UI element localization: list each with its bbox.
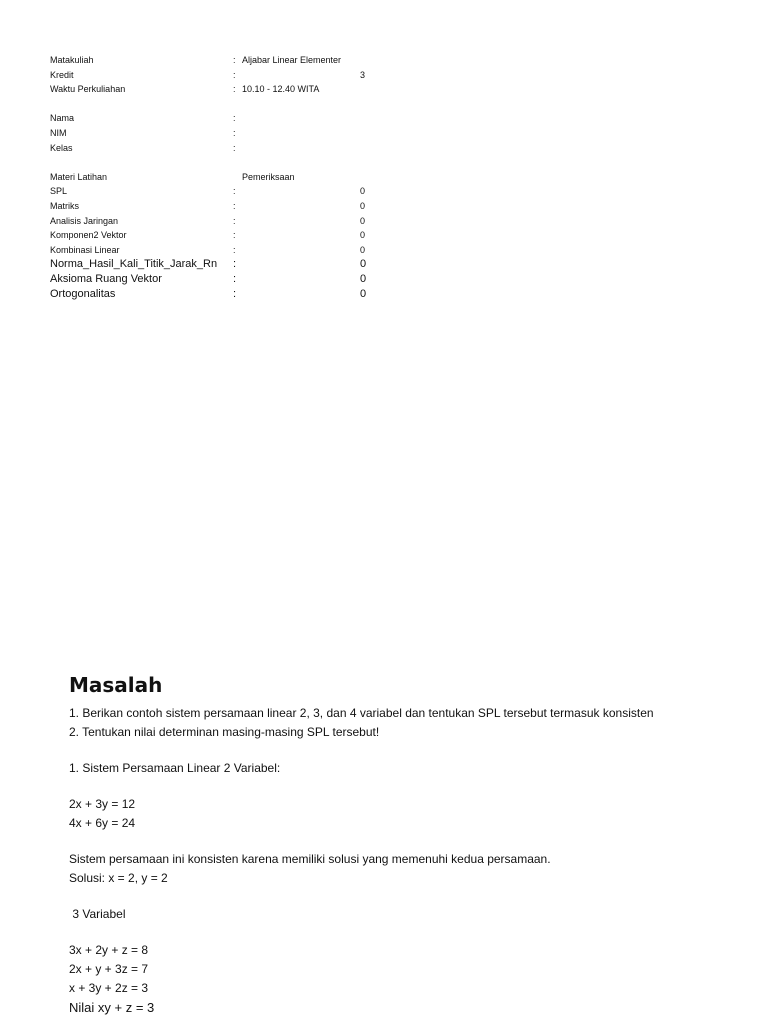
materi-header-row — [50, 170, 380, 185]
materi-row — [50, 199, 380, 214]
materi-row — [50, 228, 380, 243]
kredit-value: 3 — [360, 69, 366, 80]
materi-row — [50, 243, 380, 258]
colon: : — [233, 244, 236, 255]
equation: 3x + 2y + z = 8 — [69, 943, 149, 957]
pemeriksaan-header: Pemeriksaan — [242, 171, 295, 182]
colon: : — [233, 127, 236, 138]
materi-score: 0 — [360, 244, 366, 255]
materi-label: SPL — [50, 186, 68, 197]
info-row-kredit — [50, 68, 380, 83]
colon: : — [233, 55, 236, 65]
materi-score: 0 — [360, 287, 367, 300]
info-row-nim — [50, 126, 380, 141]
colon: : — [233, 200, 236, 211]
nim-label: NIM — [50, 127, 67, 138]
section-title: Masalah — [69, 673, 163, 697]
colon: : — [233, 215, 236, 226]
materi-label: Matriks — [50, 200, 79, 211]
materi-row — [50, 287, 380, 302]
colon: : — [233, 186, 236, 197]
equation: x + 3y + 2z = 3 — [69, 981, 149, 995]
subheading-3-variabel: 3 Variabel — [69, 907, 126, 921]
question-1: 1. Berikan contoh sistem persamaan linear 2, 3, dan 4 variabel dan tentukan SPL tersebut termasuk konsisten — [69, 706, 654, 720]
waktu-label: Waktu Perkuliahan — [50, 84, 126, 95]
materi-row — [50, 272, 380, 287]
colon: : — [233, 142, 236, 153]
materi-label: Analisis Jaringan — [50, 215, 119, 226]
materi-label: Norma_Hasil_Kali_Titik_Jarak_Rn — [50, 258, 218, 271]
info-row-matakuliah — [50, 53, 380, 68]
colon: : — [233, 230, 236, 241]
matakuliah-label: Matakuliah — [50, 55, 94, 65]
matakuliah-value: Aljabar Linear Elementer — [242, 55, 342, 65]
kelas-label: Kelas — [50, 142, 73, 153]
materi-score: 0 — [360, 215, 366, 226]
course-info — [50, 53, 380, 301]
question-2: 2. Tentukan nilai determinan masing-masing SPL tersebut! — [69, 725, 380, 739]
colon: : — [233, 84, 236, 95]
equation: 2x + 3y = 12 — [69, 797, 136, 811]
materi-label: Komponen2 Vektor — [50, 230, 127, 241]
materi-row — [50, 214, 380, 229]
equation: 4x + 6y = 24 — [69, 816, 136, 830]
info-row-kelas — [50, 141, 380, 156]
materi-row — [50, 184, 380, 199]
info-row-nama — [50, 111, 380, 126]
materi-score: 0 — [360, 272, 367, 285]
problem-section — [69, 672, 671, 1018]
info-row-waktu — [50, 82, 380, 97]
materi-label: Ortogonalitas — [50, 287, 116, 300]
colon: : — [233, 287, 237, 300]
materi-score: 0 — [360, 258, 367, 271]
materi-row — [50, 257, 380, 272]
colon: : — [233, 69, 236, 80]
waktu-value: 10.10 - 12.40 WITA — [242, 84, 320, 95]
colon: : — [233, 258, 237, 271]
explanation: Sistem persamaan ini konsisten karena memiliki solusi yang memenuhi kedua persamaan. — [69, 852, 551, 866]
nama-label: Nama — [50, 113, 75, 124]
subheading-2-variabel: 1. Sistem Persamaan Linear 2 Variabel: — [69, 761, 281, 775]
materi-score: 0 — [360, 200, 366, 211]
colon: : — [233, 113, 236, 124]
equation: Nilai xy + z = 3 — [69, 1000, 155, 1015]
materi-label: Aksioma Ruang Vektor — [50, 272, 162, 285]
equation: 2x + y + 3z = 7 — [69, 962, 149, 976]
materi-score: 0 — [360, 186, 366, 197]
colon: : — [233, 272, 237, 285]
materi-header-label: Materi Latihan — [50, 171, 108, 182]
solution: Solusi: x = 2, y = 2 — [69, 871, 168, 885]
kredit-label: Kredit — [50, 69, 74, 80]
materi-score: 0 — [360, 230, 366, 241]
materi-label: Kombinasi Linear — [50, 244, 120, 255]
